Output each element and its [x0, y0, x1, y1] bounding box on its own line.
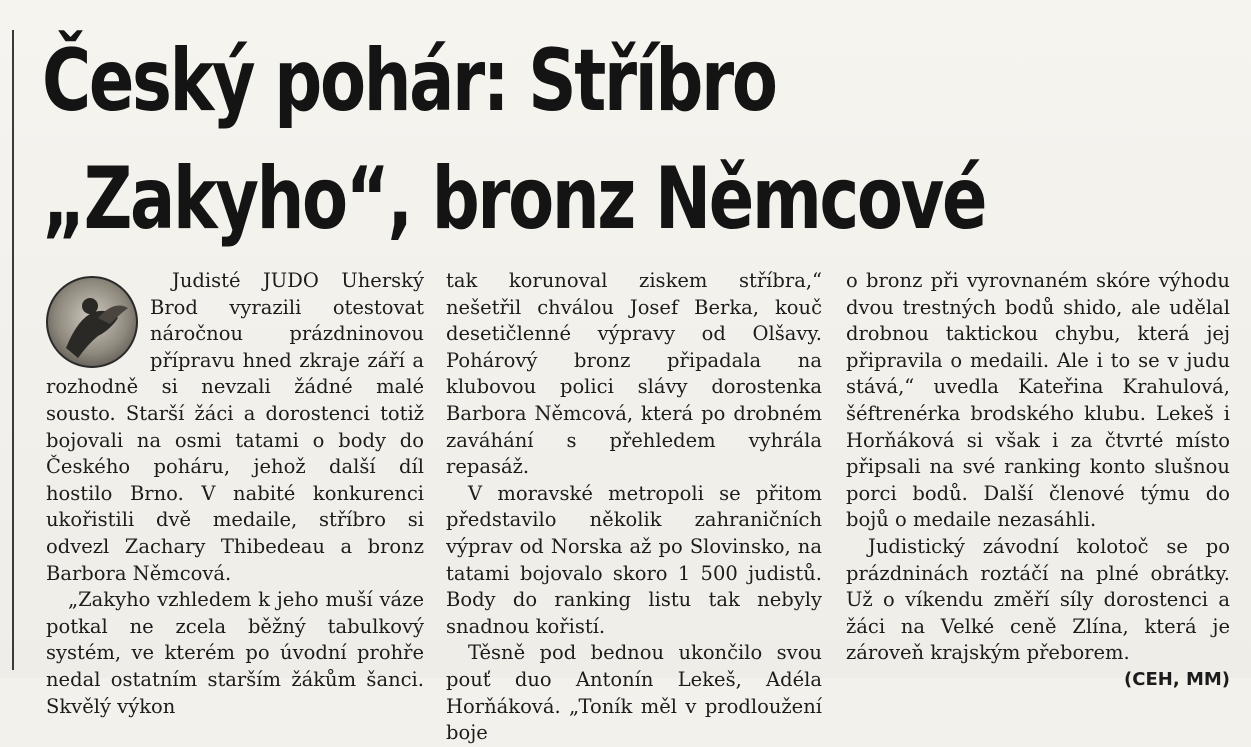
column-rule — [12, 30, 14, 670]
headline-line-1: Český pohár: Stříbro — [42, 31, 776, 131]
judo-figure-icon — [48, 278, 138, 368]
paragraph: V moravské metropoli se přitom představilo několik zahraničních výprav od Norska až po Slovinsko, na tatami bojovalo skoro 1 500 judistů. Body do ranking listu tak nebyly snadnou kořistí. — [446, 481, 822, 638]
byline: (CEH, MM) — [1124, 668, 1230, 690]
paragraph — [846, 534, 1230, 690]
column-3 — [846, 268, 1230, 694]
paragraph: „Zakyho vzhledem k jeho muší váze potkal ne zcela běžný tabulkový systém, ve kterém po úvodní prohře nedal ostatním starším žákům šanci. Skvělý výkon — [46, 588, 424, 718]
article-body — [46, 268, 1230, 745]
paragraph: o bronz při vyrovnaném skóre výhodu dvou trestných bodů shido, ale udělal drobnou taktickou chybu, která jej připravila o medaili. Ale i to se v judu stává,“ uvedla Kateřina Krahulová, šéftrenérka brodského klubu. Lekeš i Horňáková si však i za čtvrté místo připsali na své ranking konto slušnou porci bodů. Další členové týmu do bojů o medaile nezasáhli. — [846, 269, 1230, 532]
paragraph-text: Judistický závodní kolotoč se po prázdninách roztáčí na plné obrátky. Už o víkendu změří síly dorostenci a žáci na Velké ceně Zlína, která je zároveň krajským přeborem. — [846, 534, 1230, 665]
column-2 — [446, 268, 822, 747]
headline — [42, 22, 986, 258]
paragraph: tak korunoval ziskem stříbra,“ nešetřil chválou Josef Berka, kouč desetičlenné výpravy od Olšavy. Pohárový bronz připadala na klubovou polici slávy dorostenka Barbora Němcová, která po drobném zaváhání s přehledem vyhrála repasáž. — [446, 269, 822, 479]
judo-photo — [46, 276, 138, 368]
column-1 — [46, 268, 424, 720]
paragraph: Judisté JUDO Uherský Brod vyrazili otestovat náročnou prázdninovou přípravu hned zkraje září a rozhodně si nevzali žádné malé sousto. Starší žáci a dorostenci totiž bojovali na osmi tatami o body do Českého poháru, jehož další díl hostilo Brno. V nabité konkurenci ukořistili dvě medaile, stříbro si odvezl Zachary Thibedeau a bronz Barbora Němcová. — [46, 269, 424, 585]
paragraph: Těsně pod bednou ukončilo svou pouť duo Antonín Lekeš, Adéla Horňáková. „Toník měl v prodloužení boje — [446, 641, 822, 745]
headline-line-2: „Zakyho“, bronz Němcové — [42, 149, 986, 249]
